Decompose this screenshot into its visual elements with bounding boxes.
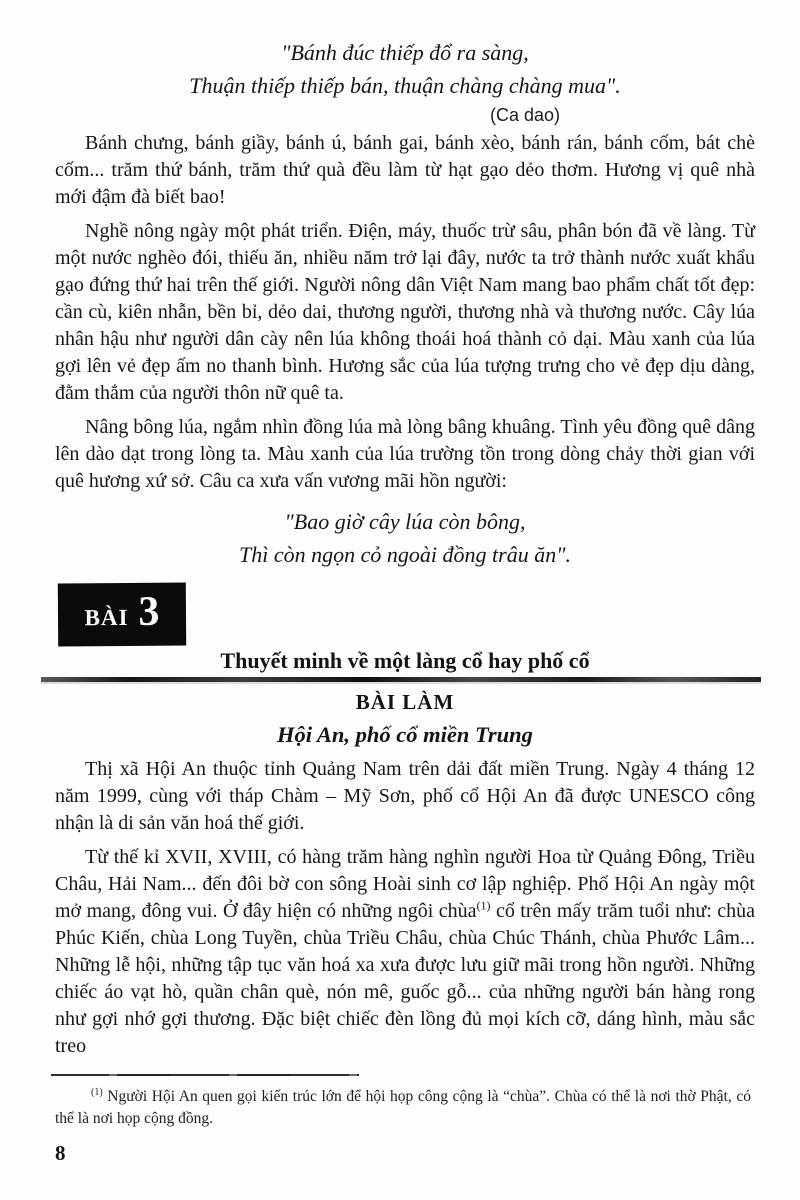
lesson-badge-number: 3 (138, 588, 160, 635)
quote-line: "Bao giờ cây lúa còn bông, (284, 509, 526, 534)
lesson-badge (58, 583, 186, 647)
lesson-title: Thuyết minh về một làng cổ hay phố cổ (220, 648, 590, 673)
essay-paragraph-1: Thị xã Hội An thuộc tỉnh Quảng Nam trên dải đất miền Trung. Ngày 4 tháng 12 năm 1999, cùng với tháp Chàm – Mỹ Sơn, phố cổ Hội An đã được UNESCO công nhận là di sản văn hoá thế giới. (55, 758, 755, 834)
title-divider-rule (41, 677, 761, 682)
essay-paragraph-2 (55, 844, 755, 1060)
quote-line: Thì còn ngọn cỏ ngoài đồng trâu ăn". (239, 542, 571, 567)
footnote (55, 1082, 755, 1129)
footnote-text: Người Hội An quen gọi kiến trúc lớn để hội họp công cộng là “chùa”. Chùa có thể là nơi thờ Phật, có thể là nơi họp cộng đồng. (55, 1088, 751, 1127)
paragraph-banh: Bánh chưng, bánh giầy, bánh ú, bánh gai, bánh xèo, bánh rán, bánh cốm, bát chè cốm... trăm thứ bánh, trăm thứ quà đều làm từ hạt gạo dẻo thơm. Hương vị quê nhà mới đậm đà biết bao! (55, 132, 755, 208)
lesson-badge-label: BÀI (84, 604, 129, 631)
paragraph-nang-bong-lua: Nâng bông lúa, ngắm nhìn đồng lúa mà lòng bâng khuâng. Tình yêu đồng quê dâng lên dào dạt trong lòng ta. Màu xanh của lúa trường tồn trong dòng chảy thời gian với quê hương xứ sở. Câu ca xưa vấn vương mãi hồn người: (55, 416, 755, 492)
essay-paragraph-2-text: cổ trên mấy trăm tuổi như: chùa Phúc Kiến, chùa Long Tuyền, chùa Triều Châu, chùa Chúc Thánh, chùa Phước Lâm... Những lễ hội, những tập tục văn hoá xa xưa được lưu giữ mãi trong hồn người. Những chiếc áo vạt hò, quần chân què, nón mê, guốc gỗ... của những người bán hàng rong như gợi nhớ gợi thương. Đặc biệt chiếc đèn lồng đủ mọi kích cỡ, dáng hình, màu sắc treo (55, 900, 756, 1057)
closing-folk-quote (55, 505, 755, 571)
footnote-reference: (1) (476, 898, 491, 913)
quote-line: Thuận thiếp thiếp bán, thuận chàng chàng mua". (189, 73, 621, 98)
page-number: 8 (55, 1141, 66, 1166)
quote-attribution: (Ca dao) (489, 105, 561, 125)
opening-folk-quote (55, 36, 755, 102)
section-heading: BÀI LÀM (355, 690, 455, 714)
paragraph-nghe-nong: Nghề nông ngày một phát triển. Điện, máy, thuốc trừ sâu, phân bón đã về làng. Từ một nước nghèo đói, thiếu ăn, nhiều năm trở lại đây, nước ta trở thành nước xuất khẩu gạo đứng thứ hai trên thế giới. Người nông dân Việt Nam mang bao phẩm chất tốt đẹp: cần cù, kiên nhẫn, bền bỉ, dẻo dai, thương người, thương nhà và thương nước. Cây lúa nhân hậu như người dân cày nên lúa không thoái hoá thành cỏ dại. Màu xanh của lúa gợi lên vẻ đẹp ấm no thanh bình. Hương sắc của lúa tượng trưng cho vẻ đẹp dịu dàng, đằm thắm của người thôn nữ quê ta. (55, 220, 755, 404)
essay-title: Hội An, phố cổ miền Trung (277, 722, 533, 747)
quote-line: "Bánh đúc thiếp đổ ra sàng, (281, 40, 529, 65)
essay-paragraph-2-text: Từ thế kỉ XVII, XVIII, có hàng trăm hàng nghìn người Hoa từ Quảng Đông, Triều Châu, Hải Nam... đến đôi bờ con sông Hoài sinh cơ lập nghiệp. Phố Hội An ngày một mở mang, đông vui. Ở đây hiện có những ngôi chùa (55, 846, 755, 922)
footnote-separator (51, 1074, 359, 1076)
footnote-marker: (1) (91, 1087, 103, 1098)
